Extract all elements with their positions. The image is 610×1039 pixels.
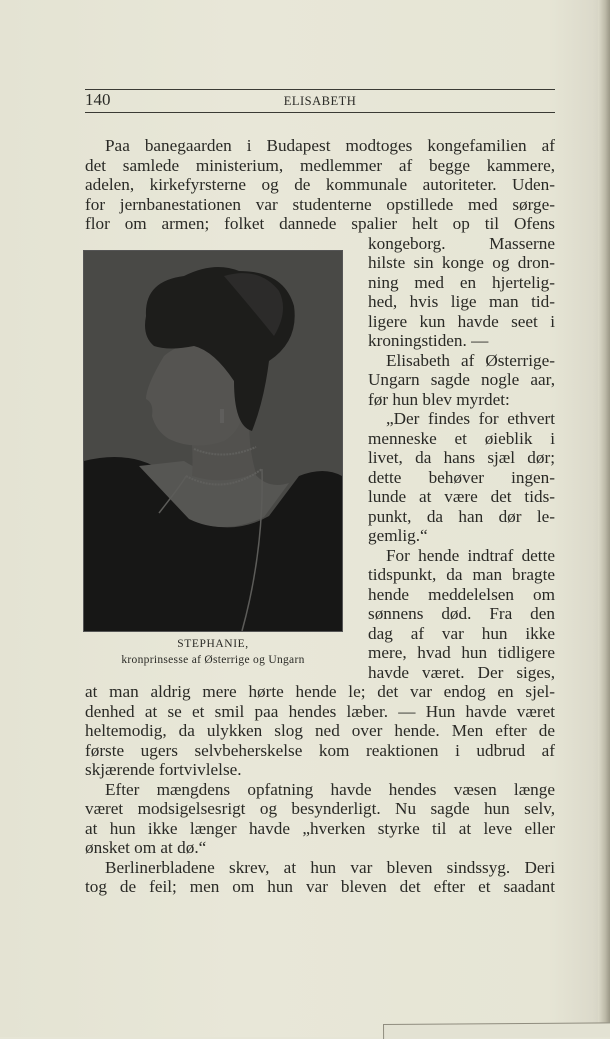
text-line: flor om armen; folket dannede spalier helt op til Ofens bbox=[85, 214, 555, 233]
text-line: menneske et øieblik i bbox=[368, 428, 555, 448]
text-line: sønnens død. Fra den bbox=[368, 604, 555, 623]
text-line: havde været. Der siges, bbox=[368, 662, 555, 682]
text-line: kroningstiden. — bbox=[368, 331, 489, 350]
text-line: ønsket om at dø.“ bbox=[85, 838, 207, 857]
text-line: Ungarn sagde nogle aar, bbox=[368, 370, 555, 389]
text-line: tog de feil; men om hun var bleven det efter et saadant bbox=[85, 877, 555, 896]
text-line: For hende indtraf dette bbox=[386, 545, 555, 565]
header-rule-top bbox=[85, 89, 555, 90]
text-line: kongeborg. Masserne bbox=[368, 233, 555, 253]
text-line: Berlinerbladene skrev, at hun var bleven sindssyg. Deri bbox=[105, 857, 555, 877]
photo-caption-name: STEPHANIE, bbox=[177, 638, 249, 650]
text-line: „Der findes for ethvert bbox=[386, 409, 555, 428]
text-line: livet, da hans sjæl dør; bbox=[368, 448, 555, 467]
text-line: tidspunkt, da man bragte bbox=[368, 565, 555, 584]
text-line: hende meddelelsen om bbox=[368, 584, 555, 604]
text-line: gemlig.“ bbox=[368, 526, 428, 545]
text-line: at man aldrig mere hørte hende le; det var endog en sjel- bbox=[85, 682, 555, 701]
text-line: mere, hvad hun tidligere bbox=[368, 643, 555, 662]
text-line: det samlede ministerium, medlemmer af begge kammere, bbox=[85, 155, 555, 175]
portrait-illustration bbox=[84, 251, 342, 631]
running-head: ELISABETH bbox=[283, 94, 357, 108]
text-line: før hun blev myrdet: bbox=[368, 389, 510, 409]
text-line: lunde at være det tids- bbox=[368, 487, 555, 506]
text-line: første ugers selvbeherskelse kom reaktionen i udbrud af bbox=[85, 740, 555, 760]
text-line: ligere kun havde seet i bbox=[368, 311, 555, 331]
text-line: Paa banegaarden i Budapest modtoges kongefamilien af bbox=[105, 136, 555, 155]
text-line: heltemodig, da ulykken slog ned over hende. Men efter de bbox=[85, 721, 555, 740]
text-line: hed, hvis lige man tid- bbox=[368, 292, 555, 311]
text-line: været modsigelsesrigt og besynderligt. Nu sagde hun selv, bbox=[85, 799, 555, 818]
text-line: denhed at se et smil paa hendes læber. — Hun havde været bbox=[85, 701, 555, 721]
text-line: punkt, da han dør le- bbox=[368, 506, 555, 526]
header-rule-bottom bbox=[85, 112, 555, 113]
page-number: 140 bbox=[85, 90, 111, 109]
text-line: for jernbanestationen var studenterne opstillede med sørge- bbox=[85, 194, 555, 214]
book-spine-shadow bbox=[598, 0, 610, 1037]
text-line: dette behøver ingen- bbox=[368, 467, 555, 487]
text-line: skjærende fortvivlelse. bbox=[85, 760, 242, 779]
text-line: adelen, kirkefyrsterne og de kommunale autoriteter. Uden- bbox=[85, 175, 555, 194]
text-line: dag af var hun ikke bbox=[368, 623, 555, 643]
text-line: hilste sin konge og dron- bbox=[368, 253, 555, 272]
text-line: ning med en hjertelig- bbox=[368, 272, 555, 292]
text-line: Elisabeth af Østerrige- bbox=[386, 350, 555, 370]
text-line: Efter mængdens opfatning havde hendes væsen længe bbox=[105, 779, 555, 799]
portrait-photo bbox=[83, 250, 343, 632]
photo-caption-title: kronprinsesse af Østerrige og Ungarn bbox=[121, 654, 305, 666]
text-line: at hun ikke længer havde „hverken styrke til at leve eller bbox=[85, 818, 555, 838]
